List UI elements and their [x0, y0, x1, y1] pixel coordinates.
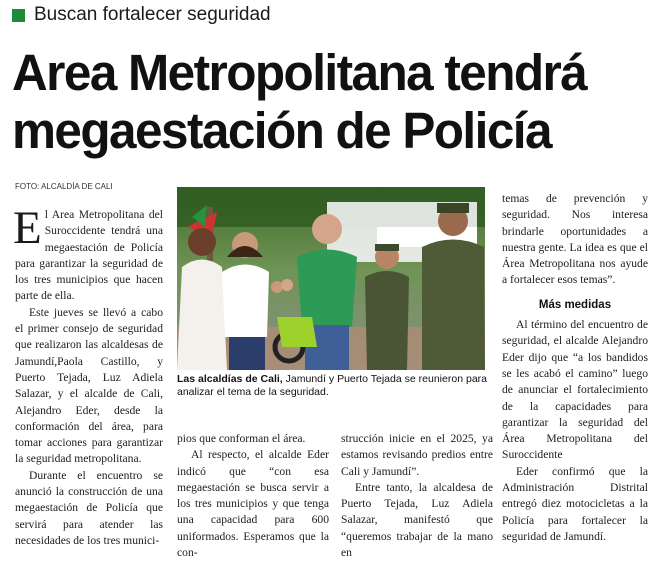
article-photo: [177, 187, 485, 370]
photo-officials-handshake-icon: [177, 187, 485, 370]
kicker-square-icon: [12, 9, 25, 22]
article-paragraph: pios que conforman el área.: [177, 432, 306, 445]
kicker-text: Buscan fortalecer seguridad: [34, 4, 271, 25]
article-paragraph: Durante el encuentro se anunció la construcción de una megaestación de Policía que servirá para atender las necesidades de los tres munici-: [15, 468, 163, 547]
article-paragraph: strucción inicie en el 2025, ya estamos revisando predios entre Cali y Jamundí”.: [341, 432, 493, 478]
caption-lead: Las alcaldías de Cali,: [177, 373, 283, 385]
article-column-2: [177, 431, 329, 561]
photo-credit: FOTO: ALCALDÍA DE CALI: [15, 182, 113, 191]
article-paragraph: Eder confirmó que la Administración Distrital entregó diez motocicletas a la Policía para fortalecer la seguridad de Jamundí.: [502, 464, 648, 543]
caption-text: Jamundí y Puerto Tejada se reunieron para analizar el tema de la seguridad.: [177, 373, 487, 398]
headline-line-2: megaestación de Policía: [12, 102, 551, 159]
drop-cap: E: [13, 202, 42, 254]
article-paragraph: Entre tanto, la alcaldesa de Puerto Tejada, Luz Adiela Salazar, manifestó que “queremos trabajar de la mano en: [341, 480, 493, 560]
article-paragraph: El Area Metropolitana del Suroccidente tendrá una megaestación de Policía para garantizar la seguridad de los tres municipios que hacen parte de ella.: [13, 202, 163, 303]
article-paragraph: Al respecto, el alcalde Eder indicó que “con esa megaestación se busca servir a los tres municipios y que tenga una capacidad para 600 uniformados. Esperamos que la con-: [177, 448, 329, 560]
section-kicker: [12, 4, 271, 26]
article-paragraph: temas de prevención y seguridad. Nos interesa brindarle oportunidades a nuestra gente. La idea es que el Área Metropolitana nos ayude a fortalecer esos temas”.: [502, 192, 648, 287]
photo-caption: [177, 373, 487, 399]
headline: [12, 44, 633, 160]
article-paragraph: Al término del encuentro de seguridad, el alcalde Alejandro Eder dijo que “a los bandidos se les acabó el camino” luego de anunciar el fortalecimiento de la capacidades para garantizar la seguridad del Área Metropolitana del Suroccidente: [502, 318, 648, 462]
headline-line-1: Area Metropolitana tendrá: [12, 44, 587, 101]
article-column-1: [13, 202, 163, 549]
section-subhead: Más medidas: [538, 298, 612, 311]
article-column-4: [502, 191, 648, 545]
article-column-3: [341, 431, 493, 561]
article-paragraph: Este jueves se llevó a cabo el primer consejo de seguridad que realizaron las alcaldesas de Jamundí,Paola Castillo, y Puerto Tejada, Luz Adiela Salazar, y el alcalde de Cali, Alejandro Eder, desde la conformación del área, para tomar acciones para garantizar la seguridad metropolitana.: [15, 305, 163, 466]
